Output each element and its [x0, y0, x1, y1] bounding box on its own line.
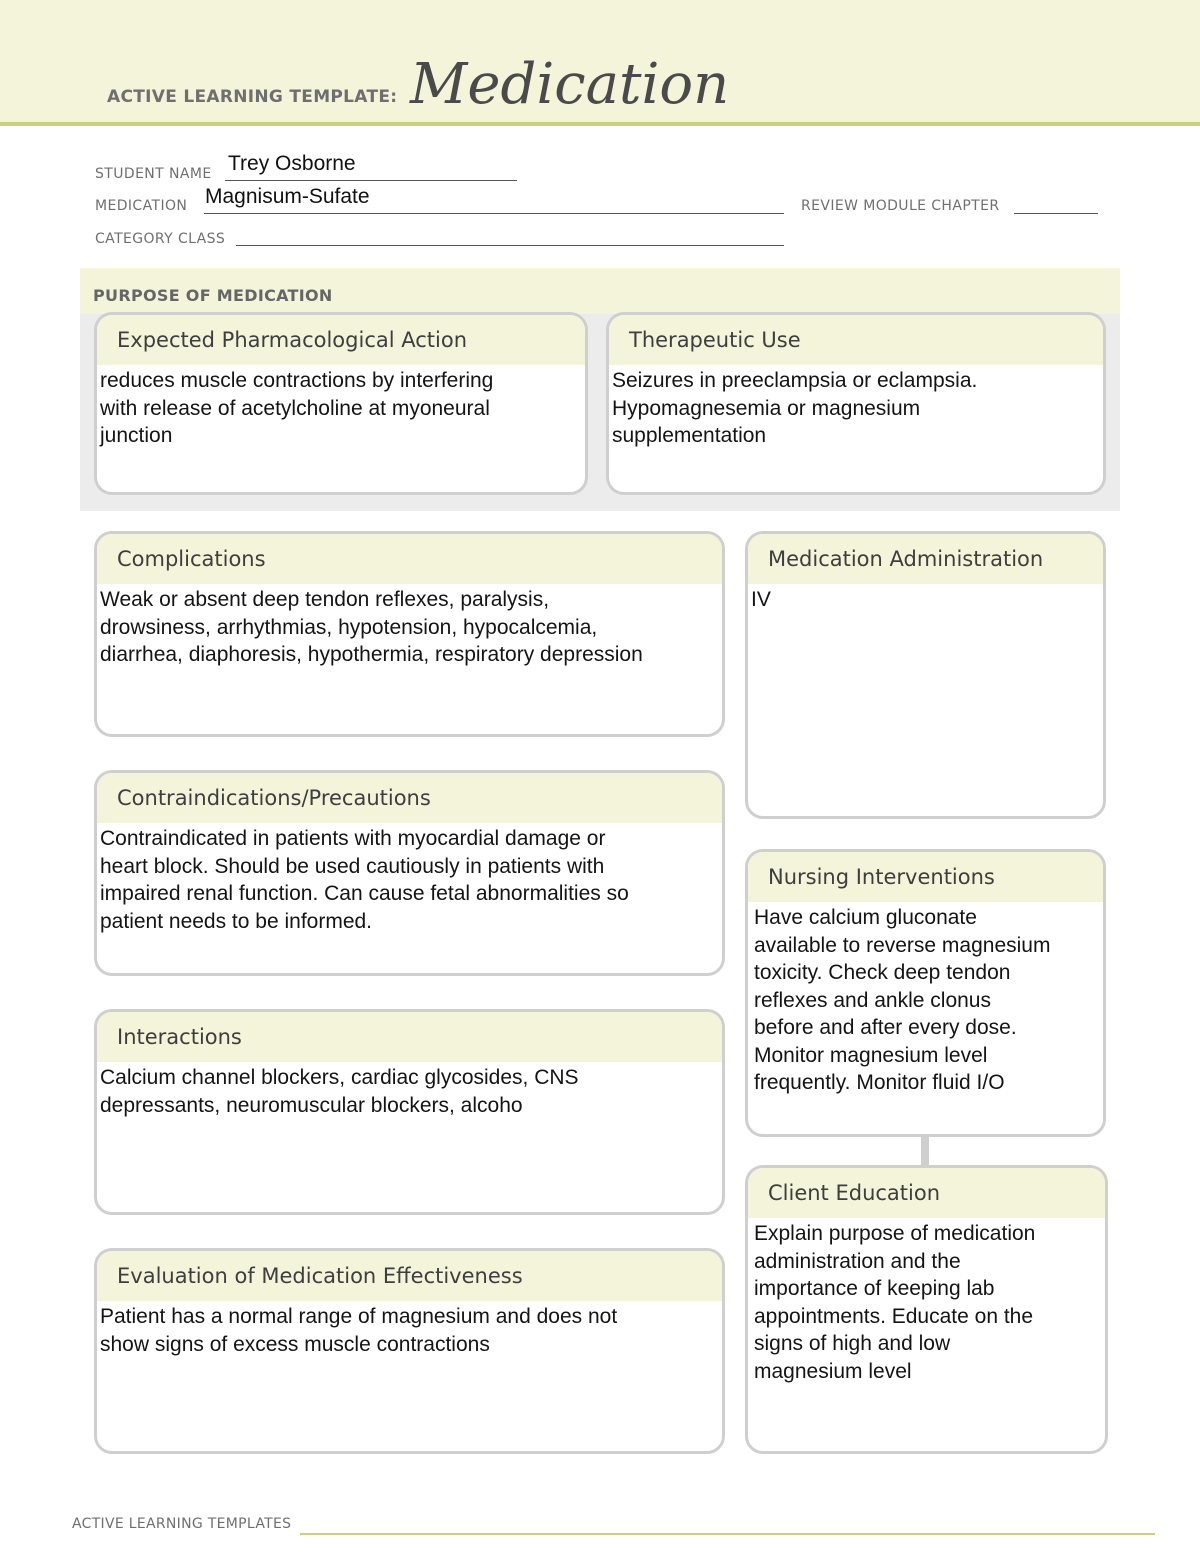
- interactions-heading: Interactions: [97, 1012, 722, 1062]
- student-name-field[interactable]: Trey Osborne: [228, 152, 356, 175]
- review-module-line: [1014, 213, 1098, 214]
- footer-rule: [300, 1533, 1155, 1535]
- evaluation-text[interactable]: Patient has a normal range of magnesium and does not show signs of excess muscle contractions: [100, 1305, 618, 1356]
- complications-text[interactable]: Weak or absent deep tendon reflexes, paralysis, drowsiness, arrhythmias, hypotension, hypocalcemia, diarrhea, diaphoresis, hypothermia, respiratory depression: [100, 588, 643, 666]
- medication-line: [204, 213, 784, 214]
- client-education-text[interactable]: Explain purpose of medication administration and the importance of keeping lab appointments. Educate on the signs of high and low magnesium level: [754, 1222, 1036, 1383]
- medication-administration-text[interactable]: IV: [751, 588, 771, 611]
- complications-heading: Complications: [97, 534, 722, 584]
- review-module-label: REVIEW MODULE CHAPTER: [801, 198, 1000, 214]
- therapeutic-use-text[interactable]: Seizures in preeclampsia or eclampsia. Hypomagnesemia or magnesium supplementation: [612, 369, 978, 447]
- medication-administration-heading: Medication Administration: [748, 534, 1103, 584]
- medication-field[interactable]: Magnisum-Sufate: [205, 185, 370, 208]
- client-education-heading: Client Education: [748, 1168, 1105, 1218]
- template-label: ACTIVE LEARNING TEMPLATE:: [107, 87, 398, 107]
- medication-administration-box: [745, 531, 1106, 819]
- contraindications-heading: Contraindications/Precautions: [97, 773, 722, 823]
- client-education-box: [745, 1165, 1108, 1454]
- contraindications-text[interactable]: Contraindicated in patients with myocardial damage or heart block. Should be used cautiously in patients with impaired renal function. Can cause fetal abnormalities so patient needs to be informed.: [100, 827, 629, 933]
- expected-action-text[interactable]: reduces muscle contractions by interfering with release of acetylcholine at myoneural junction: [100, 369, 494, 447]
- nursing-interventions-text[interactable]: Have calcium gluconate available to reverse magnesium toxicity. Check deep tendon reflexes and ankle clonus before and after every dose. Monitor magnesium level frequently. Monitor fluid I/O: [754, 906, 1051, 1094]
- student-name-line: [225, 180, 517, 181]
- expected-action-heading: Expected Pharmacological Action: [97, 315, 585, 365]
- category-class-line: [236, 245, 784, 246]
- expected-action-box: [94, 312, 588, 495]
- category-class-label: CATEGORY CLASS: [95, 231, 226, 247]
- page-title: Medication: [410, 52, 730, 117]
- interactions-text[interactable]: Calcium channel blockers, cardiac glycosides, CNS depressants, neuromuscular blockers, alcoho: [100, 1066, 579, 1117]
- interactions-box: [94, 1009, 725, 1215]
- student-name-label: STUDENT NAME: [95, 166, 212, 182]
- header-rule: [0, 122, 1200, 126]
- footer-label: ACTIVE LEARNING TEMPLATES: [72, 1516, 292, 1532]
- medication-label: MEDICATION: [95, 198, 188, 214]
- purpose-title: PURPOSE OF MEDICATION: [93, 286, 333, 305]
- evaluation-box: [94, 1248, 725, 1454]
- therapeutic-use-heading: Therapeutic Use: [609, 315, 1103, 365]
- nursing-interventions-heading: Nursing Interventions: [748, 852, 1103, 902]
- evaluation-heading: Evaluation of Medication Effectiveness: [97, 1251, 722, 1301]
- contraindications-box: [94, 770, 725, 976]
- connector-line: [921, 1135, 929, 1167]
- therapeutic-use-box: [606, 312, 1106, 495]
- nursing-interventions-box: [745, 849, 1106, 1137]
- complications-box: [94, 531, 725, 737]
